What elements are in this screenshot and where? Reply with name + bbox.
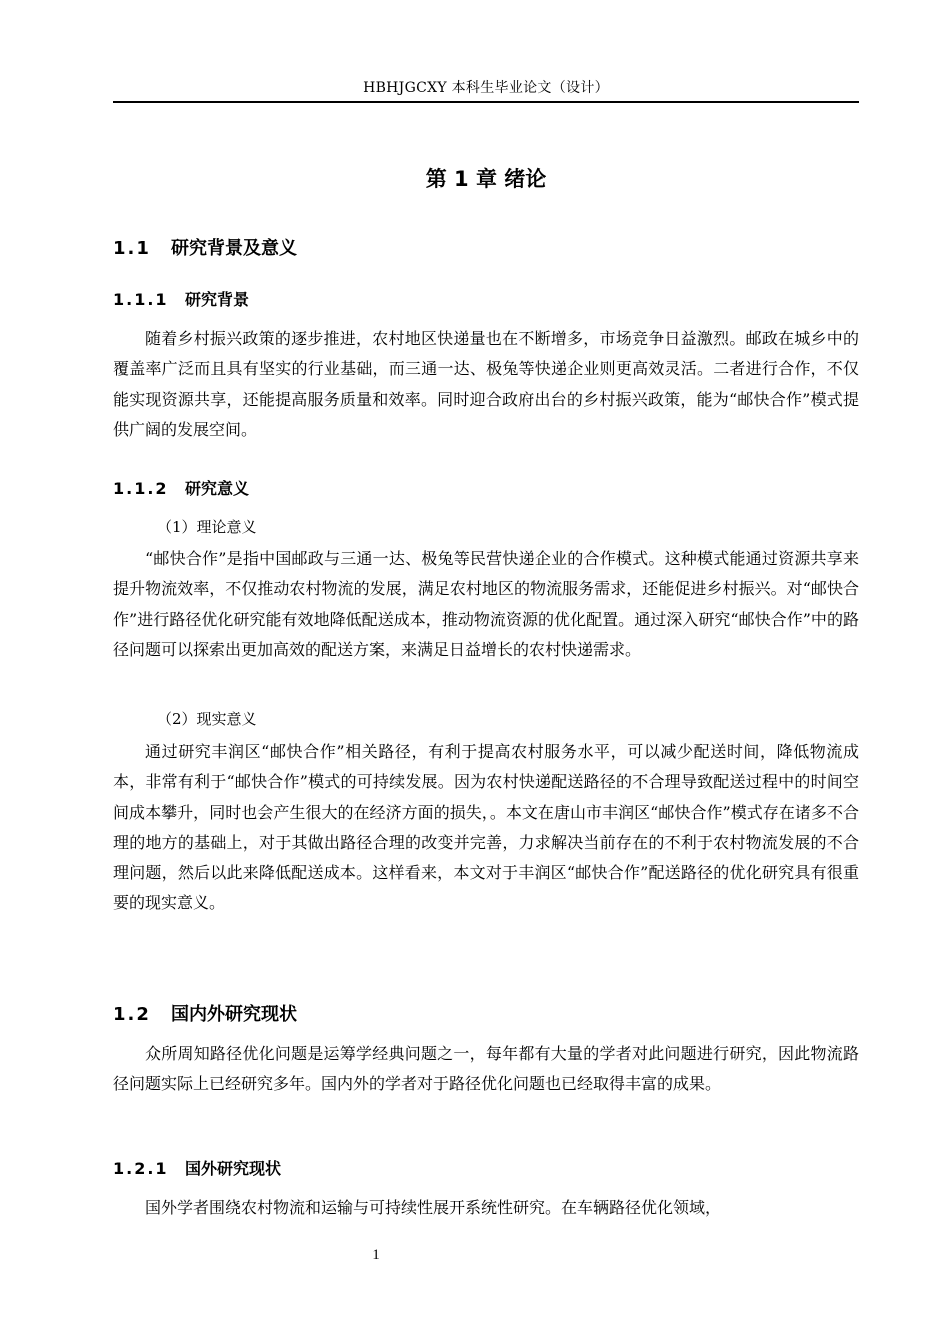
section-title: 研究背景 bbox=[185, 290, 250, 309]
section-heading-1-1 bbox=[113, 234, 297, 260]
section-heading-1-2-1 bbox=[113, 1156, 281, 1179]
section-title: 国外研究现状 bbox=[185, 1159, 282, 1178]
section-number: 1.2 bbox=[113, 1004, 151, 1025]
paragraph-foreign-research: 国外学者围绕农村物流和运输与可持续性展开系统性研究。在车辆路径优化领域， bbox=[145, 1198, 722, 1217]
running-header: HBHJGCXY 本科生毕业论文（设计） bbox=[363, 80, 609, 96]
subsection-label-practice: （2）现实意义 bbox=[157, 710, 257, 728]
section-heading-1-2 bbox=[113, 1000, 297, 1026]
section-title: 研究背景及意义 bbox=[171, 238, 297, 259]
section-number: 1.2.1 bbox=[113, 1159, 169, 1178]
paragraph-background: 随着乡村振兴政策的逐步推进，农村地区快递量也在不断增多，市场竞争日益激烈。邮政在城乡中的覆盖率广泛而且具有坚实的行业基础，而三通一达、极兔等快递企业则更高效灵活。二者进行合作，不仅能实现资源共享，还能提高服务质量和效率。同时迎合政府出台的乡村振兴政策，能为“邮快合作”模式提供广阔的发展空间。 bbox=[113, 329, 859, 439]
section-heading-1-1-2 bbox=[113, 476, 249, 499]
section-title: 研究意义 bbox=[185, 479, 250, 498]
subsection-label-theory: （1）理论意义 bbox=[157, 518, 257, 536]
paragraph-practice: 通过研究丰润区“邮快合作”相关路径，有利于提高农村服务水平，可以减少配送时间，降低物流成本，非常有利于“邮快合作”模式的可持续发展。因为农村快递配送路径的不合理导致配送过程中的时间空间成本攀升，同时也会产生很大的在经济方面的损失，。本文在唐山市丰润区“邮快合作”模式存在诸多不合理的地方的基础上，对于其做出路径合理的改变并完善，力求解决当前存在的不利于农村物流发展的不合理问题，然后以此来降低配送成本。这样看来，本文对于丰润区“邮快合作”配送路径的优化研究具有很重要的现实意义。 bbox=[113, 742, 859, 913]
section-number: 1.1.1 bbox=[113, 290, 169, 309]
section-heading-1-1-1 bbox=[113, 287, 249, 310]
section-title: 国内外研究现状 bbox=[171, 1004, 297, 1025]
page-number: 1 bbox=[372, 1247, 380, 1263]
chapter-title: 第 1 章 绪论 bbox=[425, 167, 547, 191]
paragraph-research-status: 众所周知路径优化问题是运筹学经典问题之一，每年都有大量的学者对此问题进行研究，因此物流路径问题实际上已经研究多年。国内外的学者对于路径优化问题也已经取得丰富的成果。 bbox=[113, 1044, 859, 1094]
header-divider bbox=[113, 101, 859, 103]
section-number: 1.1 bbox=[113, 238, 151, 259]
paragraph-theory: “邮快合作”是指中国邮政与三通一达、极兔等民营快递企业的合作模式。这种模式能通过资源共享来提升物流效率，不仅推动农村物流的发展，满足农村地区的物流服务需求，还能促进乡村振兴。对“邮快合作”进行路径优化研究能有效地降低配送成本，推动物流资源的优化配置。通过深入研究“邮快合作”中的路径问题可以探索出更加高效的配送方案，来满足日益增长的农村快递需求。 bbox=[113, 549, 859, 659]
section-number: 1.1.2 bbox=[113, 479, 169, 498]
